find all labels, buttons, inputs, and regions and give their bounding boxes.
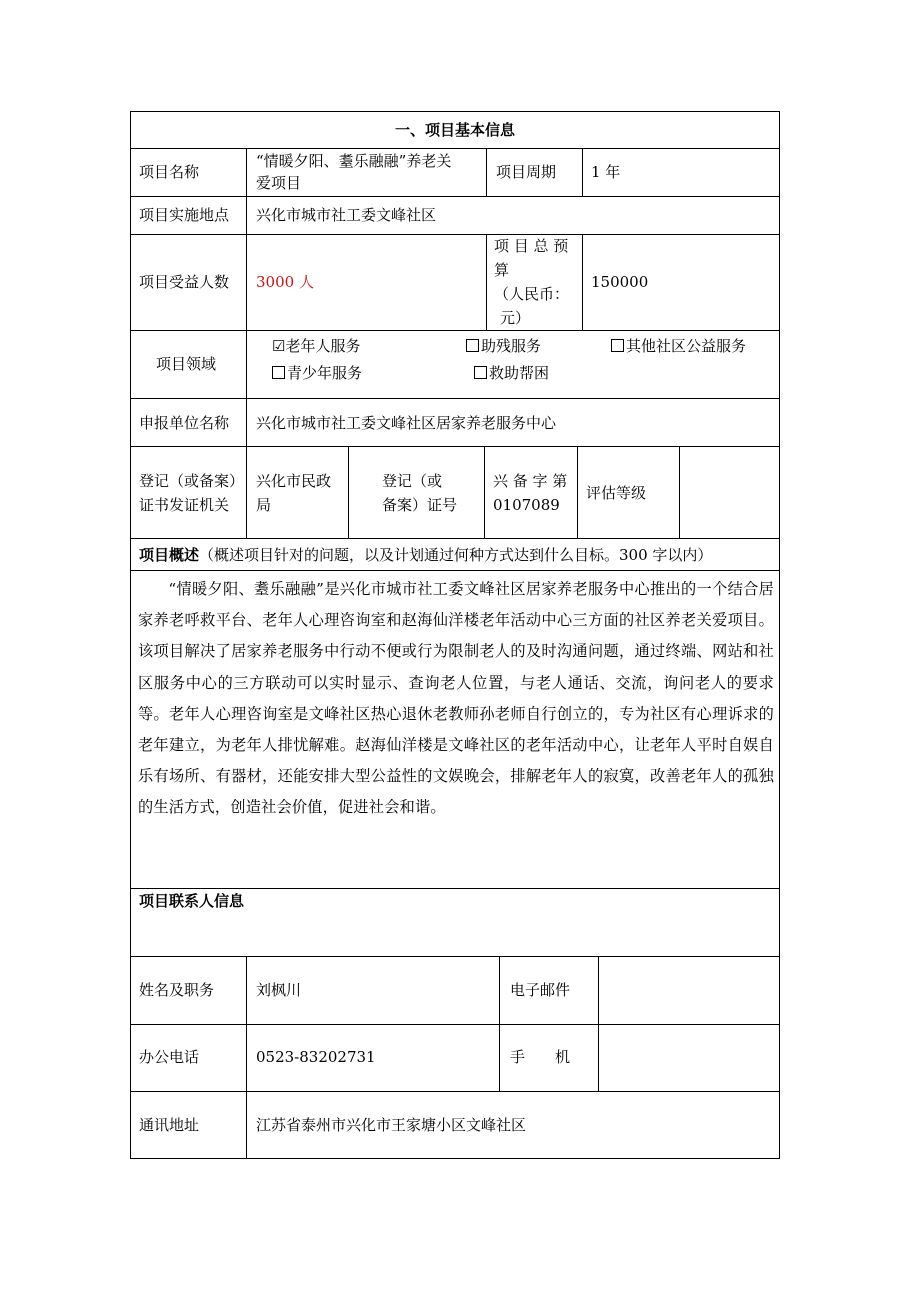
applicant-value: 兴化市城市社工委文峰社区居家养老服务中心 [256, 414, 557, 432]
table-rule [130, 196, 780, 197]
authority-value-line2: 局 [256, 496, 272, 514]
reg-number-label-line2: 备案）证号 [382, 496, 458, 514]
location-value: 兴化市城市社工委文峰社区 [256, 206, 437, 224]
table-rule [130, 956, 780, 957]
table-rule [499, 956, 500, 1091]
table-rule [130, 446, 780, 447]
project-name-value-line2: 爱项目 [256, 174, 302, 192]
contact-name-value: 刘枫川 [256, 981, 302, 999]
table-rule [130, 398, 780, 399]
domain-option-disability[interactable] [466, 334, 541, 358]
reg-number-value-line2: 0107089 [493, 496, 560, 514]
table-rule [130, 330, 780, 331]
domain-label: 项目领域 [156, 355, 217, 373]
table-rule [679, 446, 680, 538]
domain-option-label: 救助帮困 [489, 364, 550, 382]
table-rule [130, 111, 780, 112]
domain-option-relief[interactable] [474, 361, 549, 385]
reg-number-value-line1: 兴 备 字 第 [493, 472, 568, 490]
table-rule [582, 234, 583, 330]
contact-name-label: 姓名及职务 [139, 981, 215, 999]
contact-mobile-label: 手 机 [510, 1048, 571, 1066]
checkbox-checked-icon[interactable]: ☑ [272, 337, 286, 355]
table-rule [486, 148, 487, 196]
overview-heading: 项目概述 [139, 546, 200, 564]
domain-option-label: 助残服务 [481, 337, 542, 355]
location-label: 项目实施地点 [139, 206, 230, 224]
table-rule [130, 1158, 780, 1159]
contact-heading: 项目联系人信息 [139, 892, 245, 910]
table-rule [577, 446, 578, 538]
table-rule [130, 538, 780, 539]
beneficiaries-label: 项目受益人数 [139, 273, 230, 291]
checkbox-icon[interactable] [272, 366, 285, 379]
domain-option-label: 老年人服务 [285, 337, 361, 355]
table-rule [779, 111, 780, 1159]
project-period-value: 1 年 [591, 163, 621, 181]
table-rule [582, 148, 583, 196]
applicant-label: 申报单位名称 [139, 414, 230, 432]
domain-option-youth[interactable] [272, 361, 362, 385]
table-rule [130, 1024, 780, 1025]
authority-label-line2: 证书发证机关 [139, 496, 230, 514]
table-rule [246, 148, 247, 538]
reg-number-label-line1: 登记（或 [382, 472, 443, 490]
beneficiaries-value: 3000 人 [256, 273, 314, 291]
project-name-label: 项目名称 [139, 163, 200, 181]
domain-option-elderly[interactable] [272, 334, 360, 358]
overview-hint: （概述项目针对的问题，以及计划通过何种方式达到什么目标。300 字以内） [199, 546, 713, 564]
table-rule [130, 111, 131, 1159]
domain-option-label: 其他社区公益服务 [626, 337, 747, 355]
table-rule [348, 446, 349, 538]
budget-label-line3: （人民币： [494, 285, 570, 303]
table-rule [130, 234, 780, 235]
overview-heading-row [139, 543, 712, 567]
section-title: 一、项目基本信息 [394, 121, 515, 139]
contact-phone-value: 0523-83202731 [256, 1048, 376, 1066]
domain-option-label: 青少年服务 [287, 364, 363, 382]
table-rule [598, 956, 599, 1091]
budget-value: 150000 [591, 273, 649, 291]
checkbox-icon[interactable] [474, 366, 487, 379]
authority-label-line1: 登记（或备案） [139, 472, 245, 490]
table-rule [246, 956, 247, 1158]
project-name-value-line1: “情暖夕阳、耋乐融融”养老关 [256, 152, 452, 170]
authority-value-line1: 兴化市民政 [256, 472, 332, 490]
table-rule [486, 234, 487, 330]
table-rule [130, 570, 780, 571]
table-rule [130, 1091, 780, 1092]
checkbox-icon[interactable] [611, 339, 624, 352]
contact-email-label: 电子邮件 [510, 981, 571, 999]
budget-label-line4: 元） [500, 309, 531, 327]
budget-label-line2: 算 [494, 261, 510, 279]
domain-option-community[interactable] [611, 334, 746, 358]
checkbox-icon[interactable] [466, 339, 479, 352]
contact-address-label: 通讯地址 [139, 1116, 200, 1134]
table-rule [130, 148, 780, 149]
budget-label-line1: 项 目 总 预 [494, 237, 569, 255]
contact-phone-label: 办公电话 [139, 1048, 200, 1066]
project-period-label: 项目周期 [496, 163, 557, 181]
contact-address-value: 江苏省泰州市兴化市王家塘小区文峰社区 [256, 1116, 527, 1134]
table-rule [484, 446, 485, 538]
overview-text: “情暖夕阳、耋乐融融”是兴化市城市社工委文峰社区居家养老服务中心推出的一个结合居家养老呼救平台、老年人心理咨询室和赵海仙洋楼老年活动中心三方面的社区养老关爱项目。该项目解决了居家养老服务中行动不便或行为限制老人的及时沟通问题，通过终端、网站和社区服务中心的三方联动可以实时显示、查询老人位置，与老人通话、交流，询问老人的要求等。老年人心理咨询室是文峰社区热心退休老教师孙老师自行创立的，专为社区有心理诉求的老年建立，为老年人排忧解难。赵海仙洋楼是文峰社区的老年活动中心，让老年人平时自娱自乐有场所、有器材，还能安排大型公益性的文娱晚会，排解老年人的寂寞，改善老年人的孤独的生活方式，创造社会价值，促进社会和谐。 [138, 580, 774, 817]
rating-label: 评估等级 [586, 484, 647, 502]
